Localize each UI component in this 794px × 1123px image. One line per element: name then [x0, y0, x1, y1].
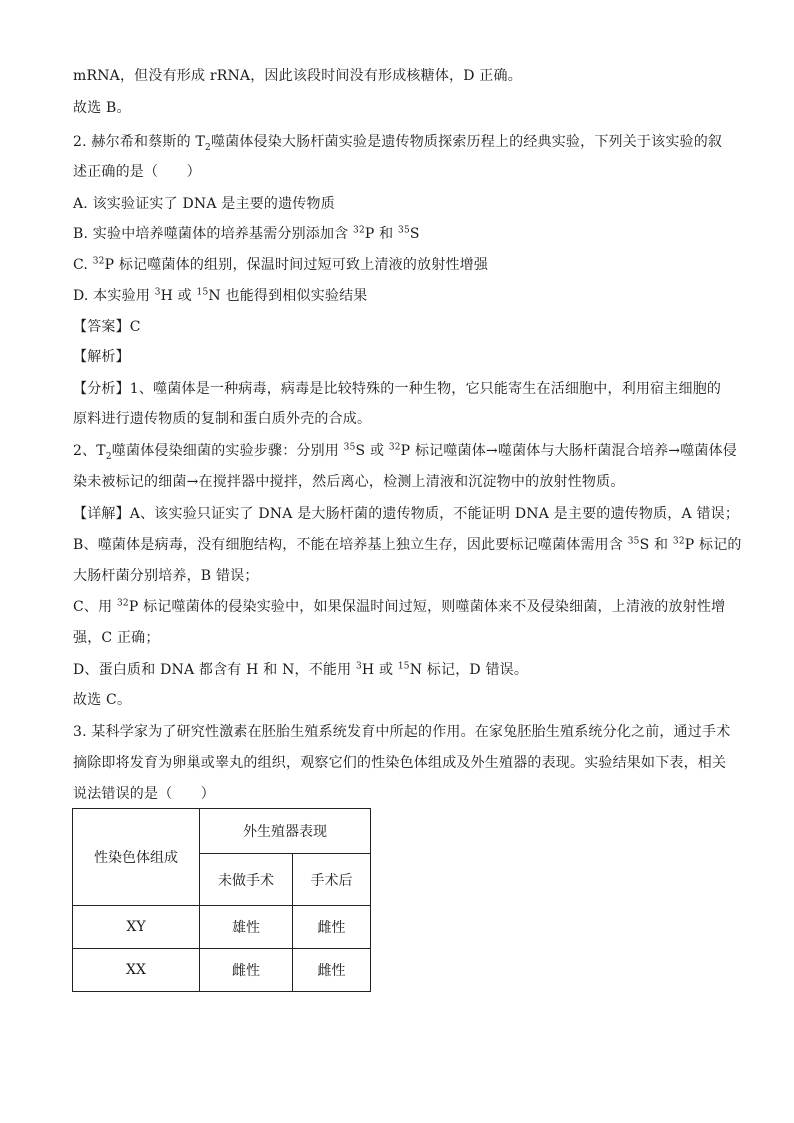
- text-run: 2. 赫尔希和蔡斯的 T: [73, 134, 205, 150]
- text-run: S: [409, 226, 420, 242]
- text-line: [73, 132, 723, 152]
- text-run: H 或: [160, 288, 197, 304]
- text-run: S 或: [355, 443, 389, 459]
- text-run: 15: [397, 661, 410, 672]
- text-run: 染未被标记的细菌→在搅拌器中搅拌，然后离心，检测上清液和沉淀物中的放射性物质。: [73, 474, 625, 490]
- text-run: 35: [343, 442, 356, 453]
- text-run: C.: [73, 257, 93, 273]
- text-line: [73, 224, 723, 244]
- text-run: P 标记噬菌体的组别，保温时间过短可致上清液的放射性增强: [104, 257, 489, 273]
- text-run: 35: [398, 225, 410, 236]
- text-run: mRNA，但没有形成 rRNA，因此该段时间没有形成核糖体，D 正确。: [73, 68, 522, 84]
- text-run: 【解析】: [73, 349, 130, 365]
- text-run: 【答案】C: [73, 319, 141, 335]
- text-run: 故选 B。: [73, 100, 131, 116]
- text-run: 【详解】A、该实验只证实了 DNA 是大肠杆菌的遗传物质，不能证明 DNA 是主要的遗传物质，A 错误；: [73, 506, 740, 522]
- text-line: [73, 98, 723, 118]
- text-run: 大肠杆菌分别培养，B 错误；: [73, 568, 259, 584]
- text-run: 32: [672, 536, 685, 547]
- table-subheader-after-surgery: 手术后: [293, 854, 371, 906]
- text-run: 噬菌体侵染细菌的实验步骤：分别用: [111, 443, 344, 459]
- text-run: 说法错误的是（ ）: [73, 786, 215, 802]
- text-line: [73, 784, 723, 804]
- text-run: P 和: [364, 226, 399, 242]
- text-run: S 和: [639, 537, 673, 553]
- table-cell: 雌性: [293, 906, 371, 949]
- table-row: [73, 949, 371, 992]
- text-line: [73, 162, 723, 182]
- text-line: [73, 753, 727, 773]
- text-line: [73, 597, 726, 617]
- text-line: [73, 628, 723, 648]
- text-line: [73, 472, 723, 492]
- text-run: A. 该实验证实了 DNA 是主要的遗传物质: [73, 196, 335, 212]
- text-line: [73, 690, 723, 710]
- text-run: P 标记噬菌体的侵染实验中，如果保温时间过短，则噬菌体来不及侵染细菌，上清液的放射性增: [128, 599, 726, 615]
- result-table: [72, 808, 371, 992]
- text-run: 15: [196, 287, 209, 298]
- text-run: 强，C 正确；: [73, 630, 160, 646]
- table-header-karyotype: 性染色体组成: [73, 809, 200, 906]
- table-cell: 雌性: [293, 949, 371, 992]
- text-run: 32: [388, 442, 401, 453]
- text-run: 2、T: [73, 443, 106, 459]
- text-line: [73, 379, 723, 399]
- table-row: [73, 906, 371, 949]
- text-run: P 标记的: [684, 537, 742, 553]
- text-run: B、噬菌体是病毒，没有细胞结构，不能在培养基上独立生存，因此要标记噬菌体需用含: [73, 537, 628, 553]
- text-run: N 也能得到相似实验结果: [208, 288, 368, 304]
- text-run: 32: [353, 225, 365, 236]
- text-run: 噬菌体侵染大肠杆菌实验是遗传物质探索历程上的经典实验，下列关于该实验的叙: [210, 134, 723, 150]
- text-run: 32: [92, 256, 105, 267]
- text-run: 35: [627, 536, 640, 547]
- text-line: [73, 660, 723, 680]
- text-line: [73, 566, 723, 586]
- text-line: [73, 194, 723, 214]
- text-line: [73, 317, 723, 337]
- text-line: [73, 255, 723, 275]
- table-cell-label: XY: [73, 906, 200, 949]
- text-run: D. 本实验用: [73, 288, 155, 304]
- text-run: C、用: [73, 599, 117, 615]
- text-run: B. 实验中培养噬菌体的培养基需分别添加含: [73, 226, 354, 242]
- text-run: N 标记，D 错误。: [409, 662, 529, 678]
- text-run: D、蛋白质和 DNA 都含有 H 和 N，不能用: [73, 662, 356, 678]
- text-line: [73, 722, 731, 742]
- text-line: [73, 441, 738, 462]
- table-header-group: 外生殖器表现: [200, 809, 371, 854]
- text-line: [73, 347, 723, 367]
- text-line: [73, 409, 723, 429]
- text-run: 原料进行遗传物质的复制和蛋白质外壳的合成。: [73, 411, 372, 427]
- text-line: [73, 66, 723, 86]
- text-run: 摘除即将发育为卵巢或睾丸的组织，观察它们的性染色体组成及外生殖器的表现。实验结果如下表，相关: [73, 755, 727, 771]
- text-run: P 标记噬菌体→噬菌体与大肠杆菌混合培养→噬菌体侵: [400, 443, 738, 459]
- table-cell-label: XX: [73, 949, 200, 992]
- text-run: 3: [154, 287, 161, 298]
- text-run: H 或: [361, 662, 398, 678]
- text-run: 32: [116, 598, 129, 609]
- text-run: 故选 C。: [73, 692, 132, 708]
- table-cell: 雌性: [200, 949, 293, 992]
- text-line: [73, 286, 723, 306]
- text-run: 3: [355, 661, 362, 672]
- table-subheader-no-surgery: 未做手术: [200, 854, 293, 906]
- text-line: [73, 535, 742, 555]
- text-line: [73, 504, 740, 524]
- text-run: 述正确的是（ ）: [73, 164, 201, 180]
- text-run: 2: [105, 451, 112, 462]
- text-run: 【分析】1、噬菌体是一种病毒，病毒是比较特殊的一种生物，它只能寄生在活细胞中，利用宿主细胞的: [73, 381, 722, 397]
- text-run: 3. 某科学家为了研究性激素在胚胎生殖系统发育中所起的作用。在家兔胚胎生殖系统分化之前，通过手术: [73, 724, 731, 740]
- text-run: 2: [205, 142, 211, 153]
- table-cell: 雄性: [200, 906, 293, 949]
